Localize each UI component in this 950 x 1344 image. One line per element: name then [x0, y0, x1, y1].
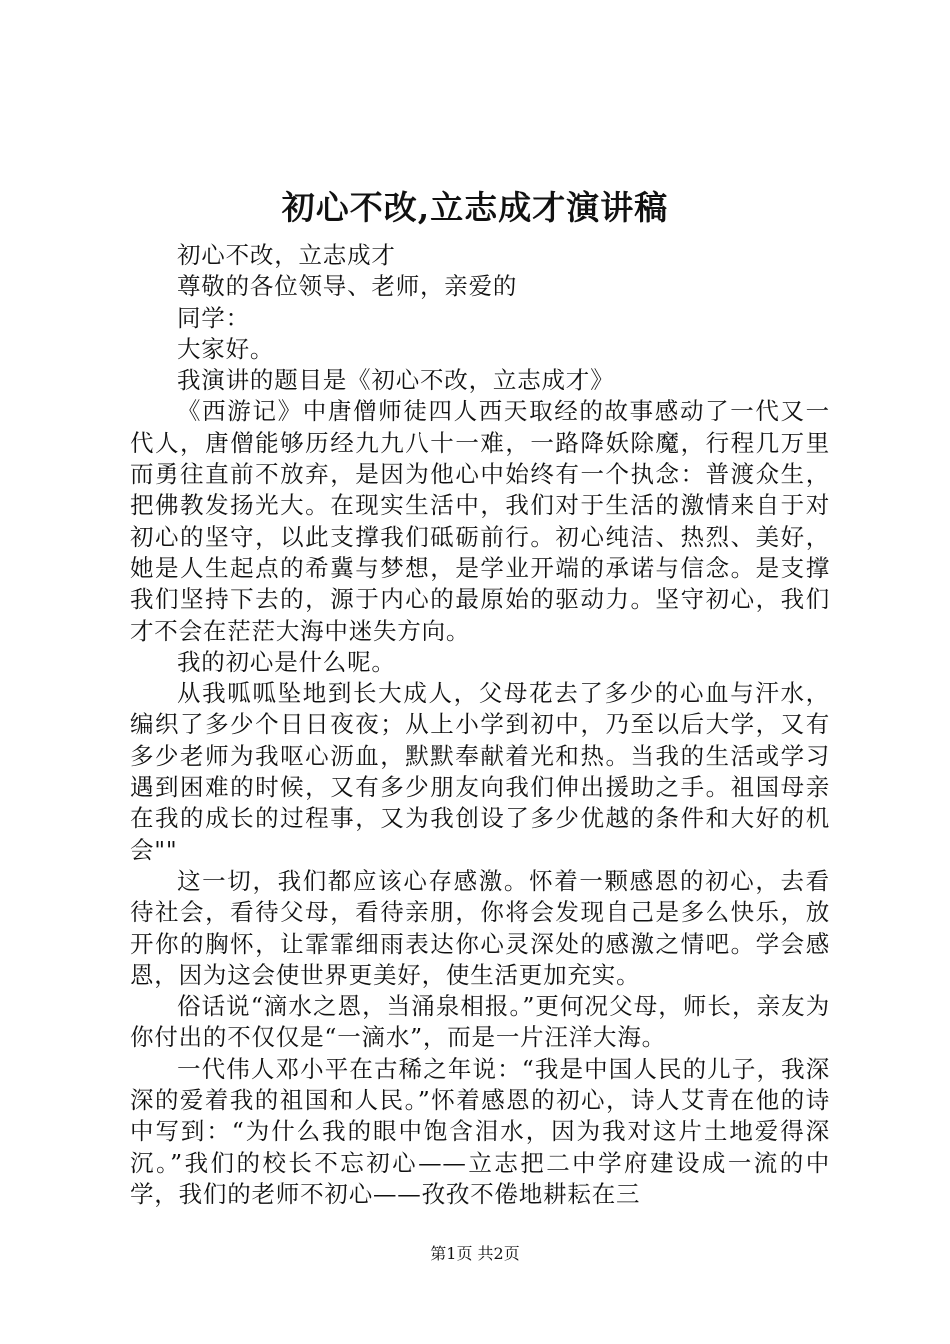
- paragraph-greeting: 尊敬的各位领导、老师，亲爱的: [177, 272, 518, 301]
- paragraph-proverb: 俗话说“滴水之恩，当涌泉相报。”更何况父母，师长，亲友为你付出的不仅仅是“一滴水”，而是一片汪洋大海。: [130, 992, 830, 1052]
- paragraph-parents: 从我呱呱坠地到长大成人，父母花去了多少的心血与汗水，编织了多少个日日夜夜；从上小学到初中，乃至以后大学，又有多少老师为我呕心沥血，默默奉献着光和热。当我的生活或学习遇到困难的时候，又有多少朋友向我们伸出援助之手。祖国母亲在我的成长的过程事，又为我创设了多少优越的条件和大好的机会"": [130, 679, 830, 864]
- paragraph-dengxiaoping: 一代伟人邓小平在古稀之年说：“我是中国人民的儿子，我深深的爱着我的祖国和人民。”怀着感恩的初心，诗人艾青在他的诗中写到：“为什么我的眼中饱含泪水，因为我对这片土地爱得深沉。”我们的校长不忘初心——立志把二中学府建设成一流的中学，我们的老师不初心——孜孜不倦地耕耘在三: [130, 1054, 830, 1208]
- paragraph-topic: 我演讲的题目是《初心不改，立志成才》: [177, 366, 615, 395]
- paragraph-question: 我的初心是什么呢。: [177, 647, 396, 676]
- paragraph-greeting-cont: 同学：: [177, 303, 250, 332]
- paragraph-hello: 大家好。: [177, 334, 275, 363]
- page-footer: 第1页 共2页: [430, 1244, 520, 1263]
- paragraph-journey-west: 《西游记》中唐僧师徒四人西天取经的故事感动了一代又一代人，唐僧能够历经九九八十一难，一路降妖除魔，行程几万里而勇往直前不放弃，是因为他心中始终有一个执念：普渡众生，把佛教发扬光大。在现实生活中，我们对于生活的激情来自于对初心的坚守，以此支撑我们砥砺前行。初心纯洁、热烈、美好，她是人生起点的希冀与梦想，是学业开端的承诺与信念。是支撑我们坚持下去的，源于内心的最原始的驱动力。坚守初心，我们才不会在茫茫大海中迷失方向。: [130, 397, 830, 645]
- document-title: 初心不改,立志成才演讲稿: [281, 188, 669, 227]
- paragraph-subtitle: 初心不改，立志成才: [177, 241, 396, 269]
- document-body: [130, 240, 830, 1210]
- paragraph-gratitude: 这一切，我们都应该心存感激。怀着一颗感恩的初心，去看待社会，看待父母，看待亲朋，你将会发现自己是多么快乐，放开你的胸怀，让霏霏细雨表达你心灵深处的感激之情吧。学会感恩，因为这会使世界更美好，使生活更加充实。: [130, 866, 830, 989]
